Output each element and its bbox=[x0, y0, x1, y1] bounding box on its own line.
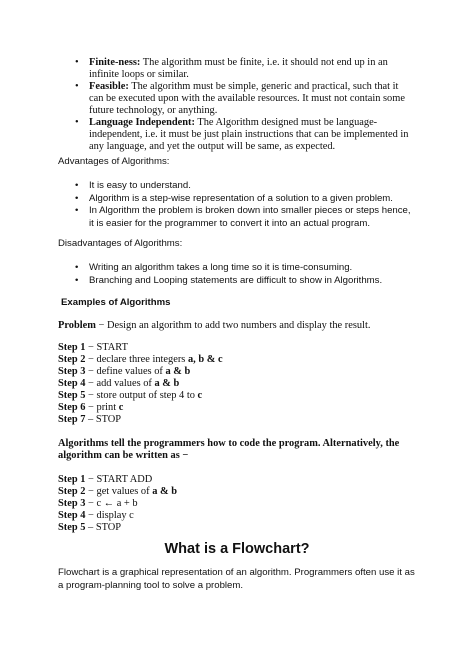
property-text: The Algorithm designed must be language-independent, i.e. it must be just plain instructions that can be implemented in any language, and yet the output will be same, as expected. bbox=[89, 117, 409, 152]
bullet-icon: • bbox=[75, 81, 79, 92]
problem-statement bbox=[58, 320, 370, 332]
flowchart-paragraph: Flowchart is a graphical representation of an algorithm. Programmers often use it as a program-planning tool to solve a problem. bbox=[58, 567, 415, 591]
step-label: Step 2 bbox=[58, 486, 86, 497]
step-line bbox=[58, 522, 177, 534]
list-item bbox=[74, 117, 414, 153]
bullet-icon: • bbox=[75, 192, 79, 204]
step-text: − print bbox=[85, 402, 119, 413]
property-text: The algorithm must be finite, i.e. it should not end up in an infinite loops or similar. bbox=[89, 57, 388, 80]
step-text: − get values of bbox=[85, 486, 153, 497]
step-label: Step 3 bbox=[58, 366, 86, 377]
step-text: − store output of step 4 to bbox=[85, 390, 198, 401]
step-text: − define values of bbox=[85, 366, 166, 377]
step-text: − START bbox=[85, 342, 128, 353]
step-label: Step 4 bbox=[58, 510, 86, 521]
step-text: − display c bbox=[85, 510, 134, 521]
list-item bbox=[74, 205, 414, 230]
step-line bbox=[58, 474, 177, 486]
step-label: Step 5 bbox=[58, 390, 86, 401]
step-label: Step 5 bbox=[58, 522, 86, 533]
step-text: – STOP bbox=[85, 522, 122, 533]
property-text: The algorithm must be simple, generic and practical, such that it can be executed upon with the available resources. It must not contain some future technology, or anything. bbox=[89, 81, 405, 116]
disadvantage-text: Branching and Looping statements are difficult to show in Algorithms. bbox=[89, 274, 383, 286]
bold-statement: Algorithms tell the programmers how to code the program. Alternatively, the algorithm can be written as − bbox=[58, 438, 400, 461]
step-line bbox=[58, 390, 223, 402]
step-variables: a & b bbox=[154, 378, 180, 389]
step-line bbox=[58, 354, 223, 366]
disadvantages-heading: Disadvantages of Algorithms: bbox=[58, 238, 183, 249]
advantages-heading: Advantages of Algorithms: bbox=[58, 156, 170, 167]
step-label: Step 3 bbox=[58, 498, 86, 509]
step-line bbox=[58, 366, 223, 378]
step-variables: a & b bbox=[165, 366, 191, 377]
step-variables: c bbox=[118, 402, 124, 413]
step-line bbox=[58, 342, 223, 354]
step-line bbox=[58, 510, 177, 522]
step-label: Step 1 bbox=[58, 474, 86, 485]
step-variables: c bbox=[197, 390, 203, 401]
algorithm-steps-2 bbox=[58, 474, 177, 534]
bullet-icon: • bbox=[75, 274, 79, 286]
list-item bbox=[74, 275, 419, 288]
advantage-text: It is easy to understand. bbox=[89, 180, 191, 191]
disadvantages-list bbox=[74, 262, 419, 287]
step-label: Step 1 bbox=[58, 342, 86, 353]
step-line bbox=[58, 402, 223, 414]
step-label: Step 4 bbox=[58, 378, 86, 389]
examples-heading: Examples of Algorithms bbox=[61, 297, 171, 308]
property-term: Language Independent: bbox=[89, 117, 195, 128]
step-label: Step 2 bbox=[58, 354, 86, 365]
bullet-icon: • bbox=[75, 117, 79, 128]
step-text: − declare three integers bbox=[85, 354, 188, 365]
properties-list bbox=[74, 57, 414, 153]
step-text: − add values of bbox=[85, 378, 155, 389]
step-line bbox=[58, 486, 177, 498]
disadvantage-text: Writing an algorithm takes a long time so it is time-consuming. bbox=[89, 262, 353, 273]
step-variables: a & b bbox=[152, 486, 178, 497]
step-text: − START ADD bbox=[85, 474, 153, 485]
property-term: Finite-ness: bbox=[89, 57, 141, 68]
step-label: Step 7 bbox=[58, 414, 86, 425]
step-line bbox=[58, 498, 177, 510]
advantage-text: Algorithm is a step-wise representation of a solution to a given problem. bbox=[89, 192, 393, 204]
step-text: – STOP bbox=[85, 414, 122, 425]
algorithm-steps-1 bbox=[58, 342, 223, 426]
step-variables: a, b & c bbox=[187, 354, 223, 365]
bullet-icon: • bbox=[75, 57, 79, 68]
advantage-text: In Algorithm the problem is broken down into smaller pieces or steps hence, it is easier for the programmer to convert it into an actual program. bbox=[89, 205, 411, 229]
step-text: − c ← a + b bbox=[85, 498, 138, 509]
flowchart-heading: What is a Flowchart? bbox=[164, 541, 310, 557]
bullet-icon: • bbox=[75, 180, 79, 191]
list-item bbox=[74, 180, 414, 193]
bullet-icon: • bbox=[75, 262, 79, 273]
bullet-icon: • bbox=[75, 205, 79, 216]
problem-label: Problem bbox=[58, 320, 96, 331]
problem-text: − Design an algorithm to add two numbers and display the result. bbox=[95, 320, 371, 331]
step-line bbox=[58, 414, 223, 426]
step-line bbox=[58, 378, 223, 390]
step-label: Step 6 bbox=[58, 402, 86, 413]
list-item bbox=[74, 262, 419, 275]
list-item bbox=[74, 81, 414, 117]
list-item bbox=[74, 57, 414, 81]
property-term: Feasible: bbox=[89, 81, 129, 92]
list-item bbox=[74, 193, 414, 206]
advantages-list bbox=[74, 180, 414, 230]
